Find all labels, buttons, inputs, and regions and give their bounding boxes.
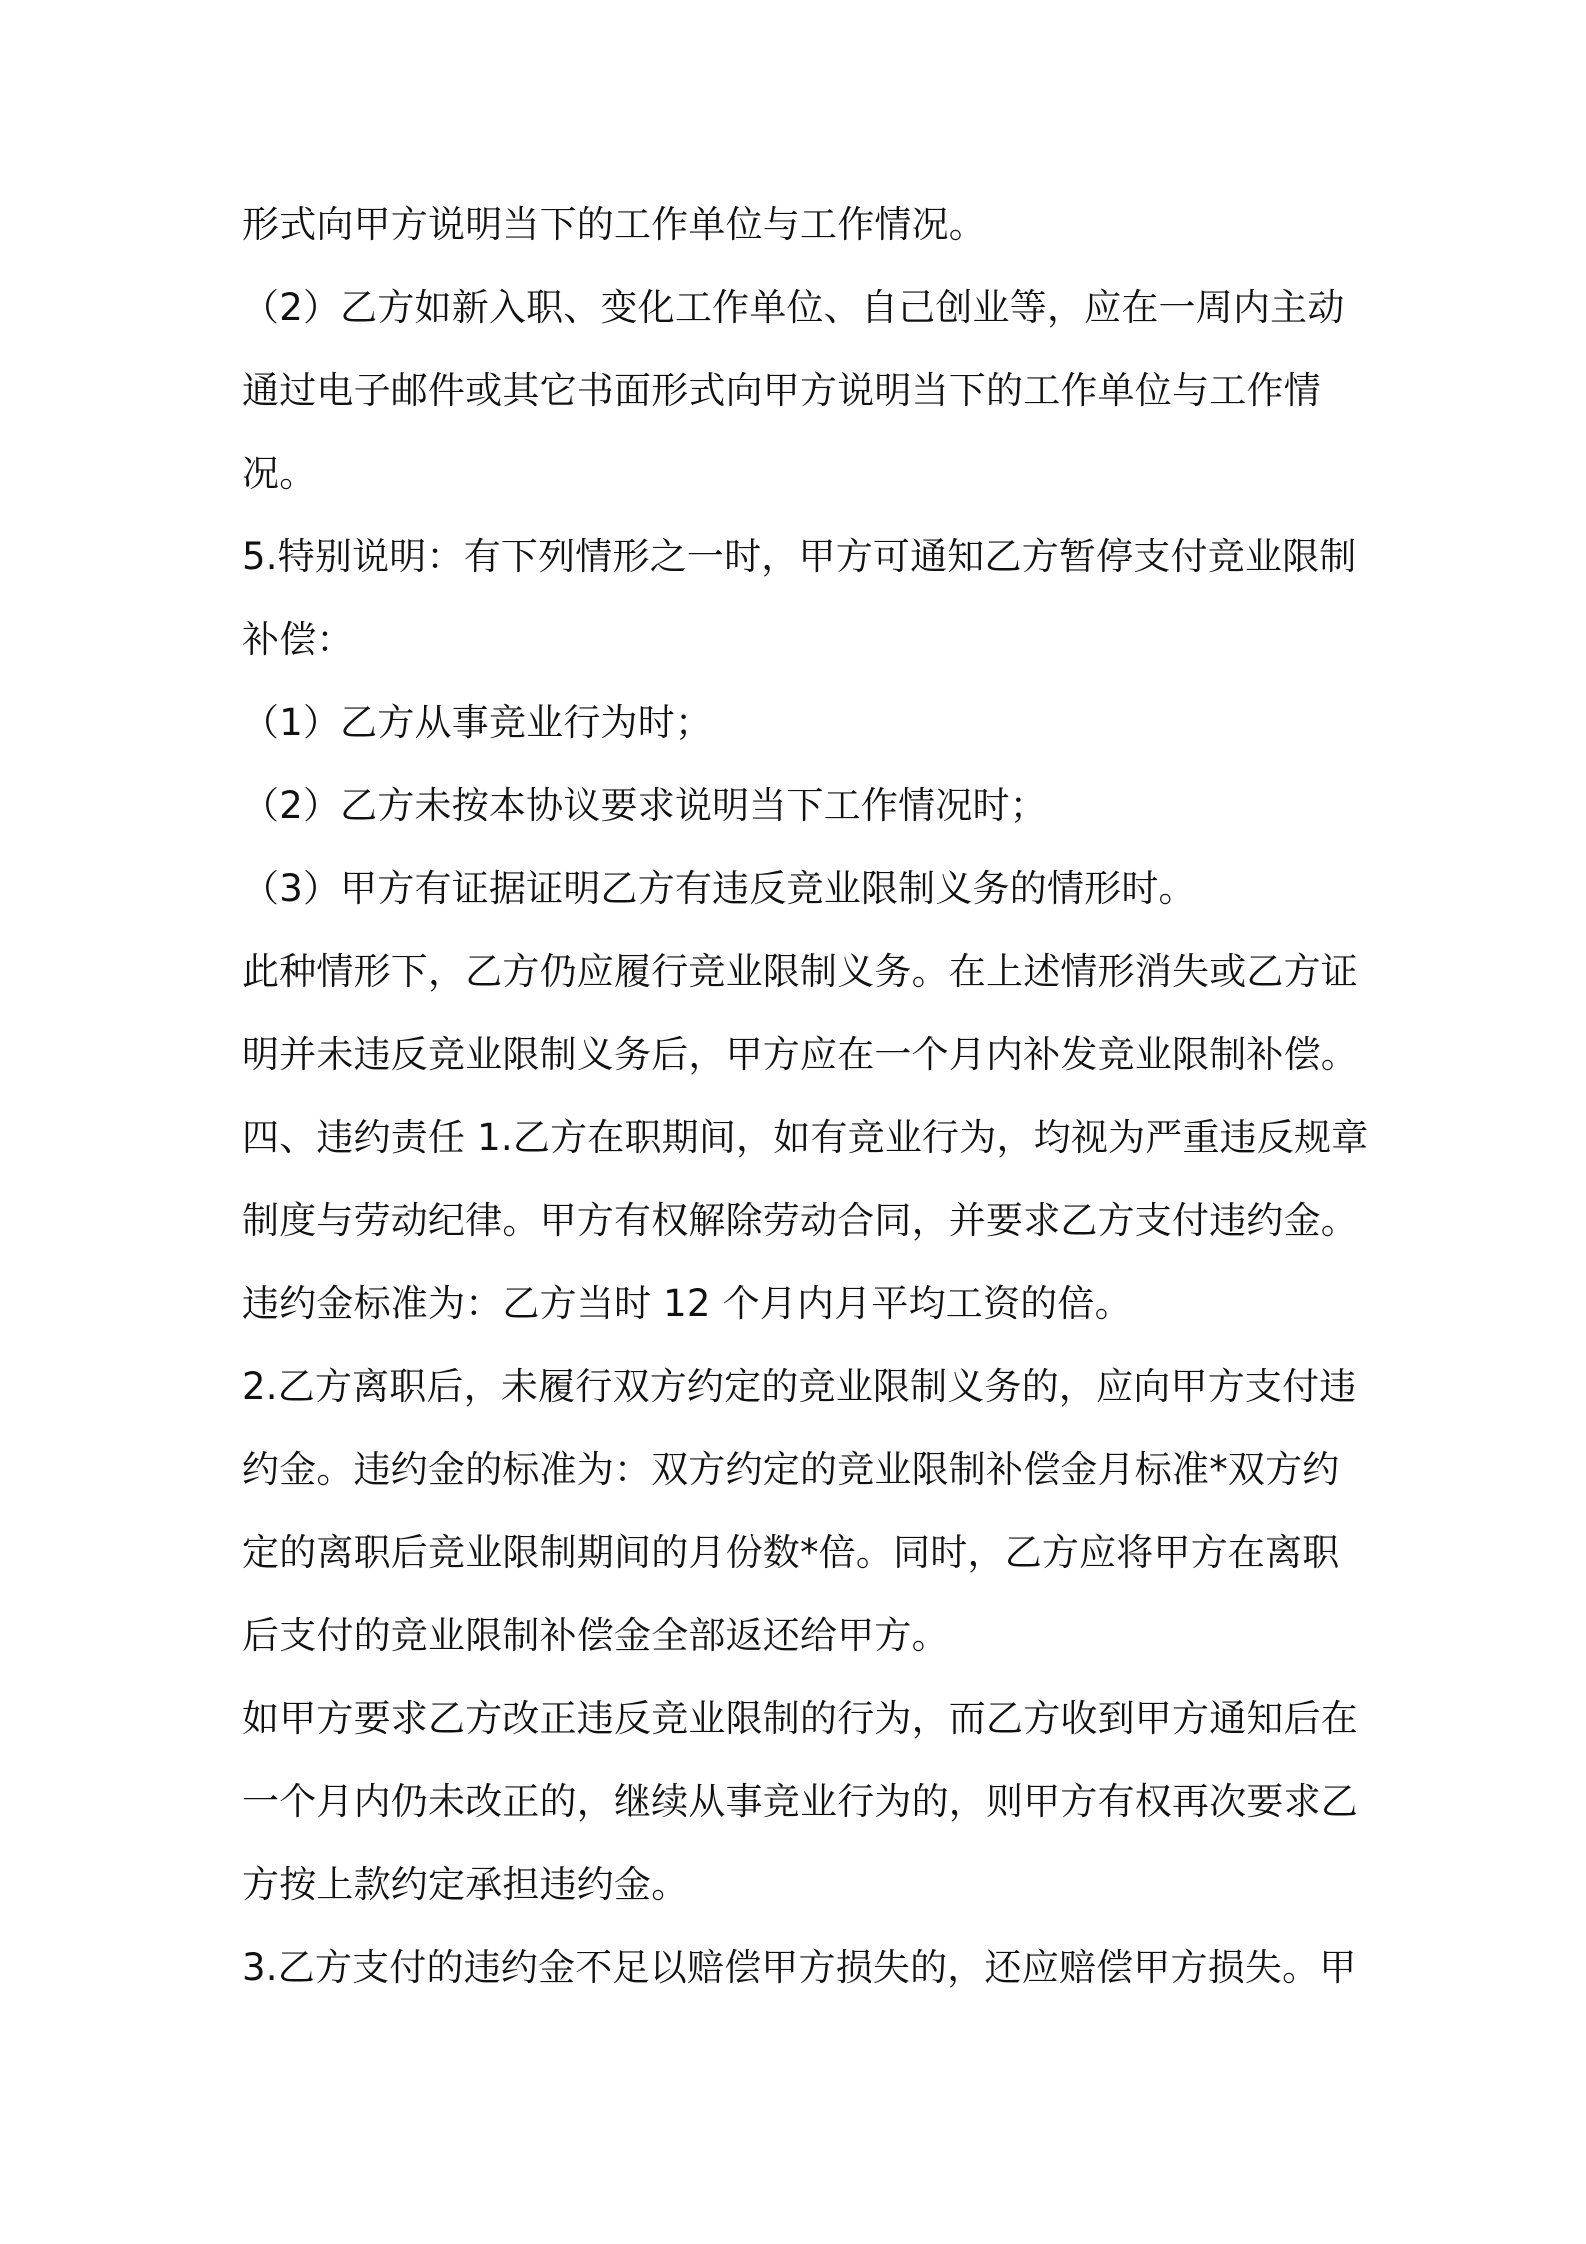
- text-line: （2）乙方未按本协议要求说明当下工作情况时；: [242, 784, 1047, 827]
- text-line: 违约金标准为：乙方当时 12 个月内月平均工资的倍。: [242, 1282, 1132, 1325]
- text-line: 形式向甲方说明当下的工作单位与工作情况。: [242, 203, 986, 246]
- text-line: 况。: [242, 452, 317, 495]
- text-line: 此种情形下，乙方仍应履行竞业限制义务。在上述情形消失或乙方证: [242, 950, 1358, 993]
- text-line: 2.乙方离职后，未履行双方约定的竞业限制义务的，应向甲方支付违: [242, 1365, 1357, 1408]
- text-line: 5.特别说明：有下列情形之一时，甲方可通知乙方暂停支付竞业限制: [242, 535, 1357, 578]
- text-line: 四、违约责任 1.乙方在职期间，如有竞业行为，均视为严重违反规章: [242, 1116, 1369, 1159]
- text-line: （1）乙方从事竞业行为时；: [242, 701, 713, 744]
- text-line: 制度与劳动纪律。甲方有权解除劳动合同，并要求乙方支付违约金。: [242, 1199, 1358, 1242]
- text-line: 约金。违约金的标准为：双方约定的竞业限制补偿金月标准*双方约: [242, 1448, 1340, 1491]
- text-line: 后支付的竞业限制补偿金全部返还给甲方。: [242, 1614, 949, 1657]
- text-line: 定的离职后竞业限制期间的月份数*倍。同时，乙方应将甲方在离职: [242, 1531, 1340, 1574]
- text-line: 补偿：: [242, 618, 354, 661]
- text-line: （3）甲方有证据证明乙方有违反竞业限制义务的情形时。: [242, 867, 1196, 910]
- text-line: 一个月内仍未改正的，继续从事竞业行为的，则甲方有权再次要求乙: [242, 1780, 1358, 1823]
- text-line: 方按上款约定承担违约金。: [242, 1863, 689, 1906]
- text-line: 明并未违反竞业限制义务后，甲方应在一个月内补发竞业限制补偿。: [242, 1033, 1358, 1076]
- text-line: 3.乙方支付的违约金不足以赔偿甲方损失的，还应赔偿甲方损失。甲: [242, 1946, 1357, 1989]
- text-line: 如甲方要求乙方改正违反竞业限制的行为，而乙方收到甲方通知后在: [242, 1697, 1358, 1740]
- text-line: （2）乙方如新入职、变化工作单位、自己创业等，应在一周内主动: [242, 286, 1345, 329]
- text-line: 通过电子邮件或其它书面形式向甲方说明当下的工作单位与工作情: [242, 369, 1321, 412]
